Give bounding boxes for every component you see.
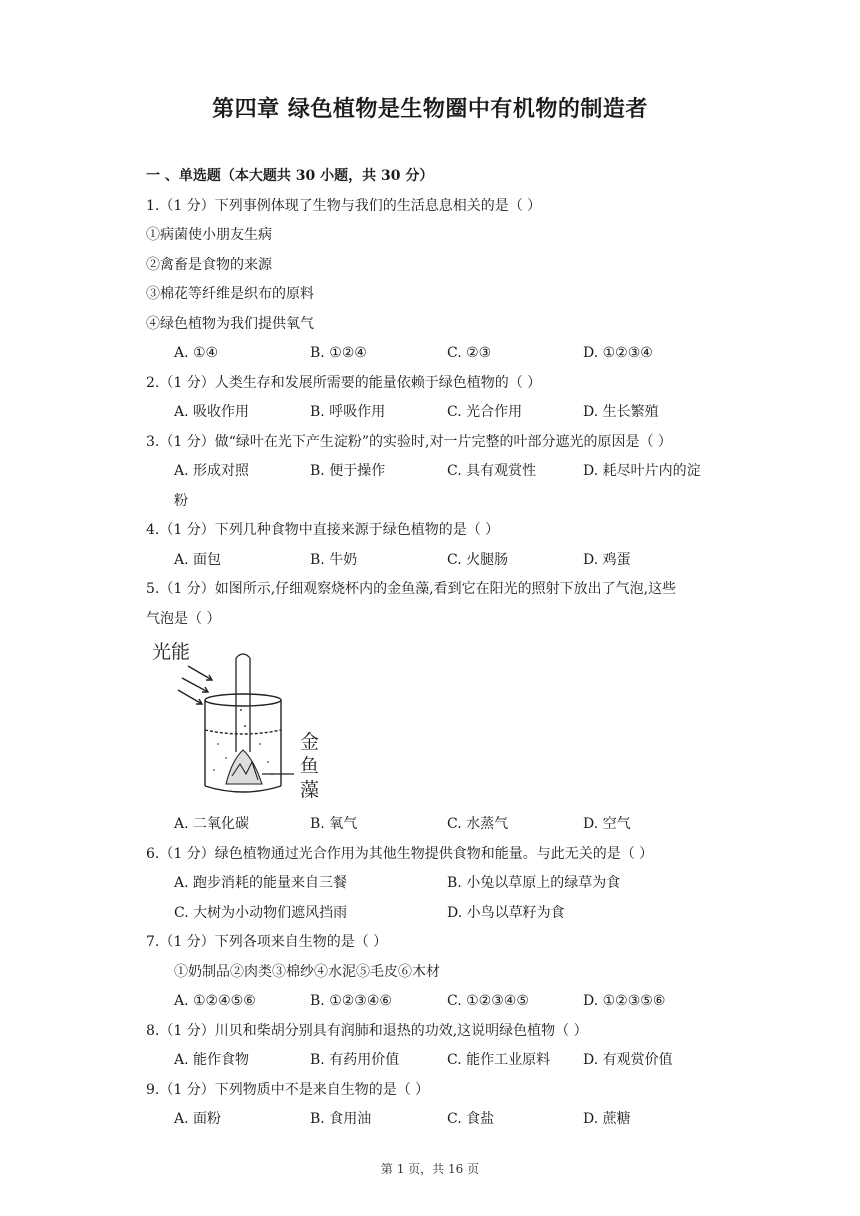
option-d: D. ①②③⑤⑥	[583, 993, 666, 1009]
option-b: B. ①②③④⑥	[310, 993, 392, 1009]
option-d: D. 小鸟以草籽为食	[447, 904, 565, 921]
test-tube	[236, 654, 250, 752]
option-a: A. ①④	[174, 345, 219, 361]
option-d: D. 鸡蛋	[583, 551, 631, 568]
question-6-stem: 6.（1 分）绿色植物通过光合作用为其他生物提供食物和能量。与此无关的是（ ）	[146, 845, 654, 862]
option-a: A. 跑步消耗的能量来自三餐	[174, 875, 348, 891]
option-d: D. 蔗糖	[583, 1111, 631, 1127]
option-c: C. 水蒸气	[447, 816, 509, 832]
option-c: C. 光合作用	[447, 404, 523, 420]
option-b: B. 氧气	[310, 816, 358, 832]
option-c: C. 大树为小动物们遮风挡雨	[174, 904, 348, 921]
question-4-stem: 4.（1 分）下列几种食物中直接来源于绿色植物的是（ ）	[146, 522, 500, 538]
question-3-options	[146, 457, 726, 487]
option-b: B. 呼吸作用	[310, 404, 386, 420]
beaker-diagram	[148, 634, 348, 806]
question-1-options	[146, 339, 726, 369]
option-a: A. 面粉	[174, 1111, 222, 1127]
question-6-options-row-1	[146, 869, 726, 899]
question-4-options	[146, 546, 726, 576]
option-a: A. 面包	[174, 551, 222, 568]
option-a: A. 能作食物	[174, 1052, 250, 1068]
option-b: B. 便于操作	[310, 463, 386, 479]
option-c: C. ①②③④⑤	[447, 993, 529, 1009]
plant-label-1: 金	[300, 731, 320, 753]
question-list	[146, 162, 726, 1135]
option-b: B. 小兔以草原上的绿草为食	[447, 875, 621, 891]
option-c: C. 食盐	[447, 1111, 495, 1127]
option-c: C. 具有观赏性	[447, 463, 537, 479]
option-c: C. 火腿肠	[447, 551, 509, 568]
question-1-item-2: ②禽畜是食物的来源	[146, 256, 272, 273]
page-footer: 第 1 页，共 16 页	[380, 1162, 480, 1176]
option-a: A. 二氧化碳	[174, 816, 250, 832]
question-7-items: ①奶制品②肉类③棉纱④水泥⑤毛皮⑥木材	[174, 963, 440, 980]
question-6-options-row-2	[146, 899, 726, 929]
question-9-options	[146, 1105, 726, 1135]
plant-label-3: 藻	[300, 779, 320, 801]
option-b: B. ①②④	[310, 345, 367, 361]
option-b: B. 食用油	[310, 1111, 372, 1127]
page-title: 第四章 绿色植物是生物圈中有机物的制造者	[212, 97, 648, 122]
question-2-options	[146, 398, 726, 428]
question-8-options	[146, 1046, 726, 1076]
option-c: C. ②③	[447, 345, 492, 361]
option-a: A. 吸收作用	[174, 404, 250, 420]
question-1-stem: 1.（1 分）下列事例体现了生物与我们的生活息息相关的是（ ）	[146, 197, 542, 214]
option-b: B. 牛奶	[310, 551, 358, 568]
question-5-stem: 5.（1 分）如图所示,仔细观察烧杯内的金鱼藻,看到它在阳光的照射下放出了气泡,这些	[146, 581, 677, 597]
question-8-stem: 8.（1 分）川贝和柴胡分别具有润肺和退热的功效,这说明绿色植物（ ）	[146, 1022, 588, 1039]
beaker-figure	[146, 634, 726, 810]
question-3-option-d-wrap: 粉	[174, 492, 188, 509]
option-d: D. 耗尽叶片内的淀	[583, 463, 701, 479]
section-header: 一 、单选题（本大题共 30 小题，共 30 分）	[146, 168, 434, 184]
option-b: B. 有药用价值	[310, 1052, 400, 1068]
question-7-stem: 7.（1 分）下列各项来自生物的是（ ）	[146, 934, 388, 950]
question-1-item-1: ①病菌使小朋友生病	[146, 227, 272, 243]
question-1-item-4: ④绿色植物为我们提供氧气	[146, 315, 314, 332]
question-1-item-3: ③棉花等纤维是织布的原料	[146, 286, 314, 302]
option-d: D. 生长繁殖	[583, 404, 659, 420]
option-d: D. ①②③④	[583, 345, 653, 361]
option-c: C. 能作工业原料	[447, 1052, 551, 1068]
question-5-stem-wrap: 气泡是（ ）	[146, 610, 221, 627]
question-7-options	[146, 987, 726, 1017]
question-3-stem: 3.（1 分）做“绿叶在光下产生淀粉”的实验时,对一片完整的叶部分遮光的原因是（ ）	[146, 433, 672, 450]
question-5-options	[146, 810, 726, 840]
option-d: D. 有观赏价值	[583, 1052, 673, 1068]
option-a: A. 形成对照	[174, 463, 250, 479]
question-2-stem: 2.（1 分）人类生存和发展所需要的能量依赖于绿色植物的（ ）	[146, 374, 542, 391]
option-d: D. 空气	[583, 816, 631, 832]
option-a: A. ①②④⑤⑥	[174, 993, 256, 1009]
light-energy-label: 光能	[152, 641, 191, 663]
goldfish-weed	[226, 750, 262, 784]
plant-label-2: 鱼	[300, 755, 320, 777]
question-9-stem: 9.（1 分）下列物质中不是来自生物的是（ ）	[146, 1081, 430, 1098]
